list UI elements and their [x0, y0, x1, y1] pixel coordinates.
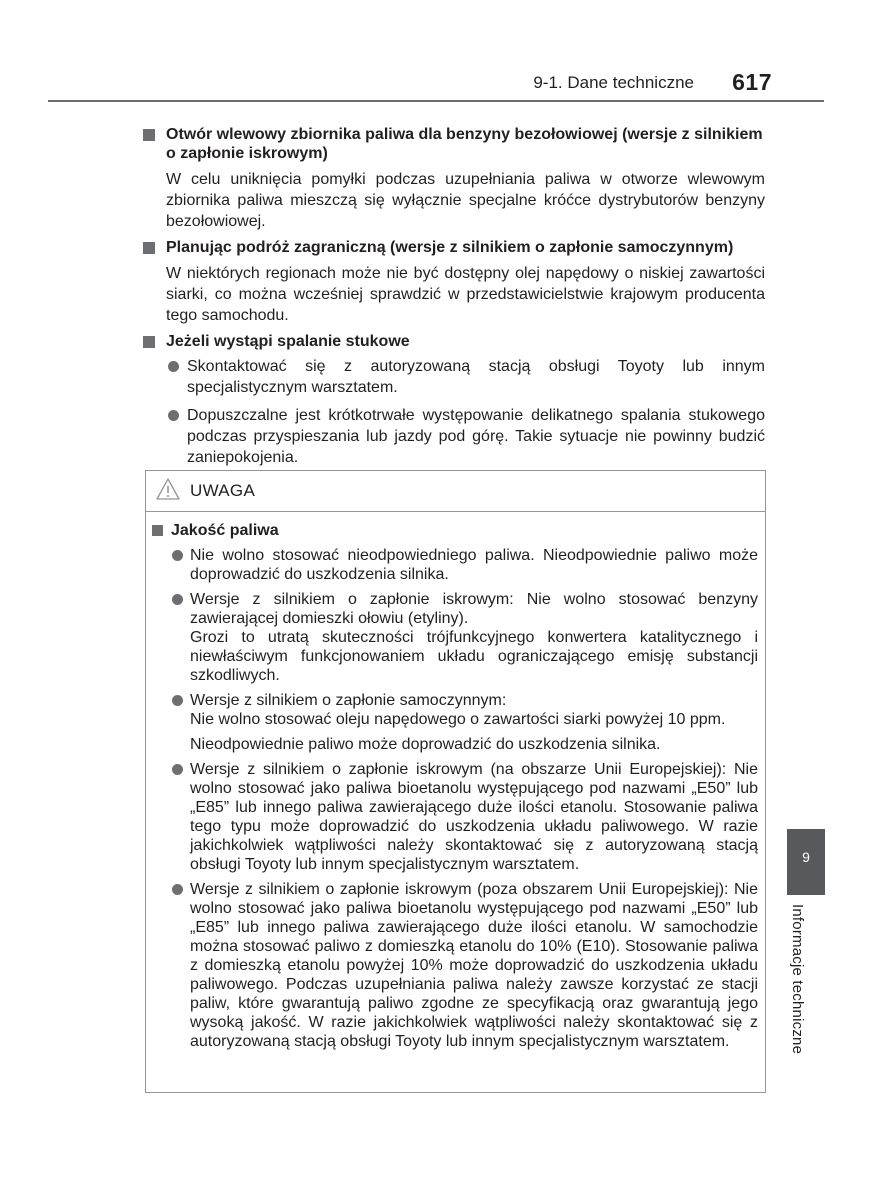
section-title: Planując podróż zagraniczną (wersje z silnikiem o zapłonie samoczynnym) [166, 239, 734, 256]
round-bullet-icon [172, 594, 183, 605]
list-item-text: Nie wolno stosować oleju napędowego o zawartości siarki powyżej 10 ppm. [190, 711, 726, 728]
list-item [152, 760, 758, 874]
list-item-text: Nie wolno stosować nieodpowiedniego paliwa. Nieodpowiednie paliwo może doprowadzić do uszkodzenia silnika. [190, 547, 758, 583]
section-body: W celu uniknięcia pomyłki podczas uzupełniania paliwa w otworze wlewowym zbiornika paliwa mieszczą się wyłącznie specjalne króćce dystrybutorów benzyny bezołowiowej. [166, 171, 765, 230]
chapter-label-text: Informacje techniczne [789, 904, 806, 1055]
section-travel-abroad [143, 238, 765, 326]
chapter-tab [787, 829, 825, 895]
section-title: Jeżeli wystąpi spalanie stukowe [166, 333, 410, 350]
list-item-text: Skontaktować się z autoryzowaną stacją obsługi Toyoty lub innym specjalistycznym warsztatem. [187, 358, 765, 396]
list-item [152, 691, 758, 754]
section-heading [143, 332, 765, 351]
section-knocking [143, 332, 765, 468]
round-bullet-icon [172, 695, 183, 706]
list-item-text: Wersje z silnikiem o zapłonie iskrowym (poza obszarem Unii Europejskiej): Nie wolno stosować jako paliwa bioetanolu występującego pod nazwami „E50” lub „E85” lub innego paliwa zawierającego duże ilości etanolu. W samochodzie można stosować paliwo z domieszką etanolu do 10% (E10). Stosowanie paliwa z domieszką etanolu powyżej 10% może doprowadzić do uszkodzenia układu paliwowego. Podczas uzupełniania paliwa należy zawsze korzystać ze stacji paliw, które gwarantują paliwo zgodne ze specyfikacją oraz gwarantują jego wysoką jakość. W razie jakichkolwiek wątpliwości należy skontaktować się z autoryzowaną stacją obsługi Toyoty lub innym specjalistycznym warsztatem. [190, 881, 758, 1050]
main-content [143, 125, 765, 475]
round-bullet-icon [172, 884, 183, 895]
list-item [152, 546, 758, 584]
square-bullet-icon [143, 336, 155, 348]
warning-box [145, 470, 766, 1093]
header-rule [48, 100, 824, 102]
warning-header [146, 471, 765, 512]
warning-body [152, 521, 758, 1057]
list-item [152, 590, 758, 685]
list-item-text: Wersje z silnikiem o zapłonie iskrowym: Nie wolno stosować benzyny zawierającej domieszki ołowiu (etyliny). [190, 591, 758, 627]
list-item-text: Grozi to utratą skuteczności trójfunkcyjnego konwertera katalitycznego i niewłaściwym funkcjonowaniem układu ograniczającego emisję substancji szkodliwych. [190, 629, 758, 684]
section-title: Otwór wlewowy zbiornika paliwa dla benzyny bezołowiowej (wersje z silnikiem o zapłonie iskrowym) [166, 126, 763, 162]
chapter-side-label [786, 904, 808, 1094]
section-body: W niektórych regionach może nie być dostępny olej napędowy o niskiej zawartości siarki, co można wcześniej sprawdzić w przedstawicielstwie krajowym producenta tego samochodu. [166, 265, 765, 324]
list-item [152, 880, 758, 1051]
round-bullet-icon [168, 410, 179, 421]
list-item [143, 405, 765, 468]
square-bullet-icon [152, 525, 163, 536]
warning-triangle-icon [156, 477, 180, 501]
list-item-text: Wersje z silnikiem o zapłonie samoczynnym: [190, 692, 507, 709]
bullet-list [143, 356, 765, 468]
list-item-text: Wersje z silnikiem o zapłonie iskrowym (na obszarze Unii Europejskiej): Nie wolno stosować jako paliwa bioetanolu występującego pod nazwami „E50” lub „E85” lub innego paliwa zawierającego duże ilości etanolu. Stosowanie paliwa tego typu może doprowadzić do uszkodzenia układu paliwowego. W razie jakichkolwiek wątpliwości należy skontaktować się z autoryzowaną stacją obsługi Toyoty lub innym specjalistycznym warsztatem. [190, 761, 758, 873]
section-heading [143, 238, 765, 257]
list-item-text: Dopuszczalne jest krótkotrwałe występowanie delikatnego spalania stukowego podczas przyspieszania lub jazdy pod górę. Takie sytuacje nie powinny budzić zaniepokojenia. [187, 407, 765, 466]
page-number: 617 [732, 69, 772, 95]
header-section-title: 9-1. Dane techniczne [533, 73, 694, 92]
section-heading [143, 125, 765, 163]
warning-list [152, 546, 758, 1051]
list-item [143, 356, 765, 398]
round-bullet-icon [172, 764, 183, 775]
chapter-number: 9 [802, 849, 810, 865]
section-fuel-filler [143, 125, 765, 232]
page-header [0, 0, 880, 102]
round-bullet-icon [172, 550, 183, 561]
square-bullet-icon [143, 242, 155, 254]
warning-section-title: Jakość paliwa [171, 522, 279, 539]
round-bullet-icon [168, 361, 179, 372]
warning-title: UWAGA [190, 481, 256, 500]
square-bullet-icon [143, 129, 155, 141]
warning-section-heading [152, 521, 758, 540]
list-item-text: Nieodpowiednie paliwo może doprowadzić do uszkodzenia silnika. [190, 736, 661, 753]
